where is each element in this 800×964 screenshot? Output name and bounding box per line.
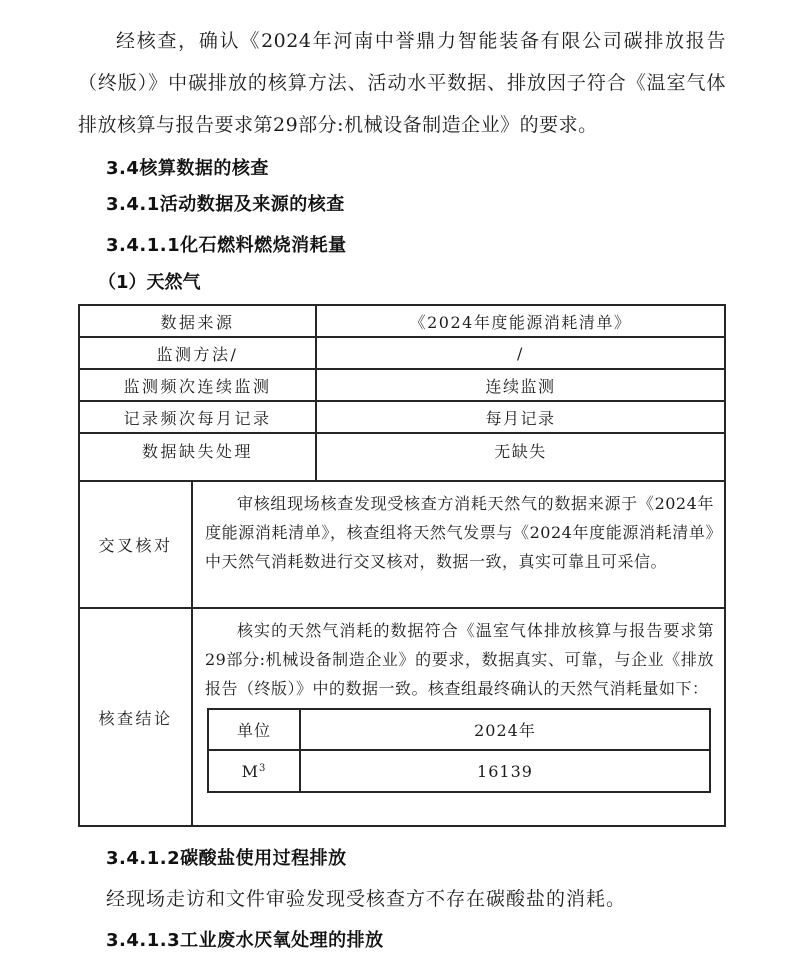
row-value: 无缺失 — [494, 442, 547, 461]
verification-table — [78, 304, 726, 827]
heading-3-4-1-3: 3.4.1.3工业废水厌氧处理的排放 — [106, 930, 384, 951]
heading-3-4-1-2: 3.4.1.2碳酸盐使用过程排放 — [106, 848, 347, 869]
cross-check-label: 交叉核对 — [80, 482, 193, 607]
row-label: 监测频次连续监测 — [80, 370, 317, 400]
table-row-missing-data — [80, 434, 724, 482]
year-header-value: 2024年 — [474, 721, 536, 740]
table-row-monitor-method — [80, 338, 724, 370]
heading-3-4-1-1: 3.4.1.1化石燃料燃烧消耗量 — [106, 235, 347, 256]
unit-cell — [209, 751, 301, 791]
conclusion-label: 核查结论 — [80, 609, 193, 825]
row-label: 数据缺失处理 — [80, 434, 317, 480]
heading-3-4-1: 3.4.1活动数据及来源的核查 — [106, 194, 345, 215]
conclusion-text: 核实的天然气消耗的数据符合《温室气体排放核算与报告要求第29部分:机械设备制造企业》的要求，数据真实、可靠，与企业《排放报告（终版）》中的数据一致。核查组最终确认的天然气消耗量如下： — [205, 621, 714, 698]
row-value: 连续监测 — [485, 376, 556, 396]
conclusion-row — [80, 609, 724, 825]
m3-superscript: 3 — [259, 762, 267, 774]
gas-consumption-table — [207, 708, 711, 793]
heading-3-4: 3.4核算数据的核查 — [106, 158, 269, 179]
table-row-monitor-frequency — [80, 370, 724, 402]
consumption-value-row — [209, 751, 709, 791]
intro-paragraph: 经核查，确认《2024年河南中誉鼎力智能装备有限公司碳排放报告（终版）》中碳排放的核算方法、活动水平数据、排放因子符合《温室气体排放核算与报告要求第29部分:机械设备制造企业》的要求。 — [78, 30, 726, 136]
conclusion-cell — [193, 609, 724, 825]
row-value: / — [517, 343, 524, 363]
cross-check-text: 审核组现场核查发现受核查方消耗天然气的数据来源于《2024年度能源消耗清单》，核查组将天然气发票与《2024年度能源消耗清单》中天然气消耗数进行交叉核对，数据一致，真实可靠且可采信。 — [205, 494, 714, 571]
consumption-value: 16139 — [477, 761, 533, 781]
unit-symbol: M — [241, 761, 259, 781]
row-label: 数据来源 — [80, 306, 317, 336]
carbonate-paragraph: 经现场走访和文件审验发现受核查方不存在碳酸盐的消耗。 — [106, 888, 627, 910]
consumption-header-row — [209, 710, 709, 751]
unit-header-label: 单位 — [209, 710, 301, 749]
cross-check-row — [80, 482, 724, 609]
row-label: 记录频次每月记录 — [80, 402, 317, 432]
row-label: 监测方法/ — [80, 338, 317, 368]
table-row-record-frequency — [80, 402, 724, 434]
natural-gas-subheading: （1）天然气 — [98, 272, 201, 293]
row-value: 每月记录 — [485, 408, 556, 428]
row-value: 《2024年度能源消耗清单》 — [409, 312, 632, 332]
table-row-data-source — [80, 306, 724, 338]
cross-check-cell — [193, 482, 724, 607]
